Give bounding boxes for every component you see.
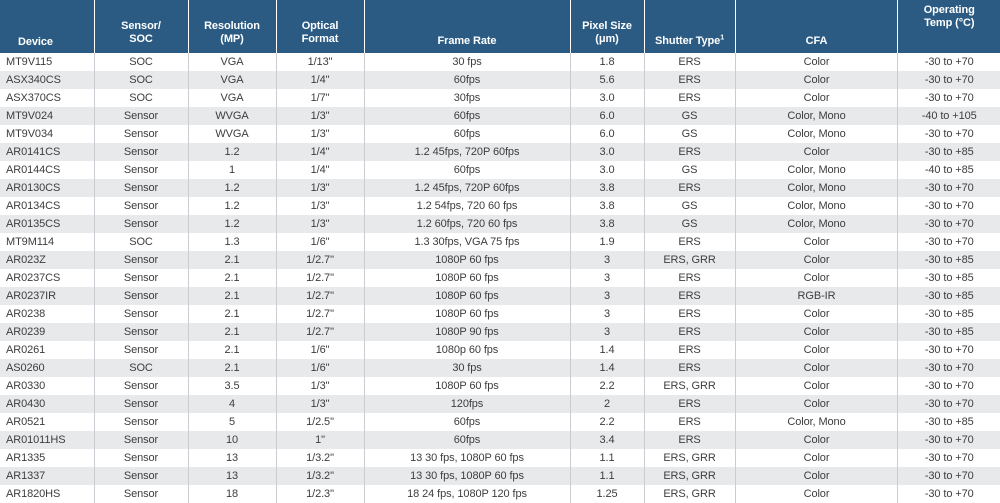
cell-resolution: 1.2 [188, 143, 276, 161]
cell-cfa: Color [735, 467, 898, 485]
cell-sensor-soc: Sensor [94, 323, 188, 341]
table-row [0, 341, 1000, 359]
cell-cfa: Color, Mono [735, 179, 898, 197]
table-row [0, 323, 1000, 341]
cell-device: AR0261 [0, 341, 94, 359]
cell-cfa: Color [735, 485, 898, 503]
cell-sensor-soc: Sensor [94, 107, 188, 125]
cell-cfa: Color [735, 377, 898, 395]
cell-device: MT9V115 [0, 53, 94, 71]
cell-optical-format: 1/3.2" [276, 467, 364, 485]
table-row [0, 179, 1000, 197]
cell-shutter-type: ERS [644, 269, 735, 287]
cell-device: AR0134CS [0, 197, 94, 215]
cell-optical-format: 1/13" [276, 53, 364, 71]
cell-device: AR1335 [0, 449, 94, 467]
cell-resolution: 2.1 [188, 269, 276, 287]
cell-device: AR0237CS [0, 269, 94, 287]
table-row [0, 359, 1000, 377]
cell-shutter-type: ERS [644, 395, 735, 413]
cell-frame-rate: 30fps [364, 89, 570, 107]
header-cell-cfa [735, 0, 898, 53]
cell-cfa: Color [735, 143, 898, 161]
cell-frame-rate: 1.2 45fps, 720P 60fps [364, 143, 570, 161]
cell-frame-rate: 60fps [364, 413, 570, 431]
cell-pixel-size: 2.2 [570, 377, 644, 395]
cell-cfa: Color, Mono [735, 107, 898, 125]
cell-optical-format: 1/2.7" [276, 305, 364, 323]
cell-sensor-soc: Sensor [94, 413, 188, 431]
header-label [573, 33, 642, 46]
cell-shutter-type: ERS [644, 287, 735, 305]
cell-pixel-size: 5.6 [570, 71, 644, 89]
table-row [0, 89, 1000, 107]
header-label-text: Resolution [204, 20, 260, 32]
cell-operating-temp: -30 to +70 [898, 395, 1000, 413]
cell-sensor-soc: Sensor [94, 395, 188, 413]
cell-sensor-soc: SOC [94, 71, 188, 89]
header-label [18, 36, 92, 49]
cell-resolution: 13 [188, 467, 276, 485]
cell-operating-temp: -30 to +70 [898, 89, 1000, 107]
cell-pixel-size: 1.8 [570, 53, 644, 71]
cell-cfa: Color [735, 395, 898, 413]
cell-shutter-type: ERS [644, 341, 735, 359]
header-label-text: Sensor/ [121, 20, 161, 32]
cell-frame-rate: 1080P 60 fps [364, 377, 570, 395]
cell-resolution: VGA [188, 53, 276, 71]
cell-optical-format: 1/2.7" [276, 287, 364, 305]
cell-frame-rate: 1080P 60 fps [364, 287, 570, 305]
header-cell-operating-temp [898, 0, 1000, 53]
cell-shutter-type: GS [644, 197, 735, 215]
cell-device: AR0238 [0, 305, 94, 323]
header-label-text: Shutter Type [654, 35, 721, 47]
cell-resolution: 2.1 [188, 305, 276, 323]
header-label-text: Temp (°C) [924, 17, 975, 29]
cell-resolution: 1.2 [188, 215, 276, 233]
cell-optical-format: 1/2.7" [276, 251, 364, 269]
cell-shutter-type: ERS [644, 53, 735, 71]
cell-shutter-type: GS [644, 215, 735, 233]
header-cell-pixel-size [570, 0, 644, 53]
cell-optical-format: 1/2.5" [276, 413, 364, 431]
cell-device: AR0141CS [0, 143, 94, 161]
cell-optical-format: 1/2.3" [276, 485, 364, 503]
cell-operating-temp: -30 to +85 [898, 323, 1000, 341]
header-label-text: Frame Rate [437, 35, 497, 47]
table-row [0, 71, 1000, 89]
cell-pixel-size: 3.8 [570, 179, 644, 197]
cell-shutter-type: ERS [644, 233, 735, 251]
cell-frame-rate: 60fps [364, 161, 570, 179]
cell-pixel-size: 6.0 [570, 107, 644, 125]
table-row [0, 413, 1000, 431]
cell-optical-format: 1/3" [276, 197, 364, 215]
header-label-text: (μm) [595, 33, 619, 45]
cell-frame-rate: 1.2 54fps, 720 60 fps [364, 197, 570, 215]
cell-frame-rate: 60fps [364, 107, 570, 125]
cell-cfa: Color [735, 233, 898, 251]
cell-resolution: 1 [188, 161, 276, 179]
header-label-text: CFA [805, 35, 828, 47]
cell-optical-format: 1/6" [276, 359, 364, 377]
cell-frame-rate: 1080P 60 fps [364, 251, 570, 269]
cell-operating-temp: -30 to +70 [898, 71, 1000, 89]
cell-pixel-size: 6.0 [570, 125, 644, 143]
cell-resolution: VGA [188, 71, 276, 89]
cell-pixel-size: 3 [570, 251, 644, 269]
table-row [0, 305, 1000, 323]
cell-device: MT9V024 [0, 107, 94, 125]
table-row [0, 125, 1000, 143]
table-row [0, 377, 1000, 395]
cell-operating-temp: -30 to +70 [898, 467, 1000, 485]
cell-device: MT9M114 [0, 233, 94, 251]
cell-cfa: Color, Mono [735, 197, 898, 215]
header-label [738, 35, 896, 48]
cell-operating-temp: -30 to +85 [898, 143, 1000, 161]
cell-shutter-type: ERS [644, 179, 735, 197]
cell-optical-format: 1/7" [276, 89, 364, 107]
cell-shutter-type: ERS [644, 143, 735, 161]
cell-resolution: 18 [188, 485, 276, 503]
table-row [0, 143, 1000, 161]
header-cell-optical-format [276, 0, 364, 53]
cell-shutter-type: ERS [644, 323, 735, 341]
cell-sensor-soc: Sensor [94, 251, 188, 269]
cell-pixel-size: 3.4 [570, 431, 644, 449]
cell-operating-temp: -30 to +70 [898, 449, 1000, 467]
cell-shutter-type: ERS, GRR [644, 467, 735, 485]
cell-resolution: 5 [188, 413, 276, 431]
cell-resolution: 2.1 [188, 359, 276, 377]
cell-cfa: RGB-IR [735, 287, 898, 305]
cell-frame-rate: 120fps [364, 395, 570, 413]
cell-resolution: 1.3 [188, 233, 276, 251]
table-body [0, 53, 1000, 503]
cell-cfa: Color, Mono [735, 161, 898, 179]
cell-pixel-size: 3 [570, 305, 644, 323]
cell-device: AR01011HS [0, 431, 94, 449]
header-label [647, 35, 733, 48]
cell-frame-rate: 30 fps [364, 359, 570, 377]
cell-sensor-soc: SOC [94, 359, 188, 377]
cell-cfa: Color [735, 89, 898, 107]
table-row [0, 53, 1000, 71]
cell-operating-temp: -30 to +85 [898, 305, 1000, 323]
cell-frame-rate: 1080P 60 fps [364, 269, 570, 287]
cell-operating-temp: -30 to +85 [898, 287, 1000, 305]
cell-frame-rate: 1.2 60fps, 720 60 fps [364, 215, 570, 233]
cell-sensor-soc: Sensor [94, 485, 188, 503]
cell-sensor-soc: Sensor [94, 161, 188, 179]
cell-cfa: Color [735, 431, 898, 449]
cell-pixel-size: 3.8 [570, 197, 644, 215]
cell-device: MT9V034 [0, 125, 94, 143]
cell-resolution: 1.2 [188, 197, 276, 215]
table-row [0, 395, 1000, 413]
cell-optical-format: 1/3" [276, 125, 364, 143]
header-cell-device [0, 0, 94, 53]
cell-sensor-soc: Sensor [94, 305, 188, 323]
cell-resolution: WVGA [188, 107, 276, 125]
cell-optical-format: 1/4" [276, 161, 364, 179]
header-label-text: Operating [923, 4, 975, 16]
cell-frame-rate: 1080p 60 fps [364, 341, 570, 359]
cell-device: ASX340CS [0, 71, 94, 89]
table-row [0, 197, 1000, 215]
cell-pixel-size: 3 [570, 269, 644, 287]
cell-operating-temp: -30 to +70 [898, 179, 1000, 197]
cell-pixel-size: 1.4 [570, 359, 644, 377]
header-cell-sensor-soc [94, 0, 188, 53]
header-cell-resolution [188, 0, 276, 53]
header-label [191, 33, 274, 46]
cell-cfa: Color [735, 251, 898, 269]
table-row [0, 485, 1000, 503]
cell-resolution: 13 [188, 449, 276, 467]
cell-sensor-soc: Sensor [94, 287, 188, 305]
cell-pixel-size: 3.0 [570, 143, 644, 161]
cell-optical-format: 1/3" [276, 395, 364, 413]
header-label [367, 35, 568, 48]
cell-operating-temp: -30 to +70 [898, 485, 1000, 503]
cell-operating-temp: -30 to +70 [898, 53, 1000, 71]
cell-cfa: Color [735, 269, 898, 287]
header-label-text: SOC [129, 33, 153, 45]
cell-sensor-soc: Sensor [94, 197, 188, 215]
cell-optical-format: 1/2.7" [276, 323, 364, 341]
table-row [0, 287, 1000, 305]
cell-operating-temp: -30 to +70 [898, 233, 1000, 251]
table-row [0, 269, 1000, 287]
cell-shutter-type: GS [644, 107, 735, 125]
table-row [0, 107, 1000, 125]
cell-sensor-soc: Sensor [94, 215, 188, 233]
cell-operating-temp: -30 to +70 [898, 341, 1000, 359]
cell-device: AR0144CS [0, 161, 94, 179]
cell-pixel-size: 2 [570, 395, 644, 413]
cell-sensor-soc: Sensor [94, 269, 188, 287]
cell-pixel-size: 3.0 [570, 161, 644, 179]
cell-optical-format: 1/3.2" [276, 449, 364, 467]
cell-frame-rate: 13 30 fps, 1080P 60 fps [364, 449, 570, 467]
cell-sensor-soc: SOC [94, 233, 188, 251]
cell-device: ASX370CS [0, 89, 94, 107]
table-row [0, 449, 1000, 467]
cell-frame-rate: 1.2 45fps, 720P 60fps [364, 179, 570, 197]
cell-resolution: 1.2 [188, 179, 276, 197]
cell-frame-rate: 18 24 fps, 1080P 120 fps [364, 485, 570, 503]
header-label [900, 4, 998, 17]
cell-pixel-size: 1.9 [570, 233, 644, 251]
cell-operating-temp: -30 to +70 [898, 359, 1000, 377]
cell-frame-rate: 60fps [364, 71, 570, 89]
cell-optical-format: 1/4" [276, 71, 364, 89]
cell-resolution: 4 [188, 395, 276, 413]
cell-shutter-type: ERS [644, 413, 735, 431]
cell-operating-temp: -30 to +85 [898, 269, 1000, 287]
cell-sensor-soc: SOC [94, 53, 188, 71]
cell-shutter-type: ERS, GRR [644, 449, 735, 467]
cell-device: AR0135CS [0, 215, 94, 233]
header-label-text: (MP) [220, 33, 244, 45]
cell-frame-rate: 1.3 30fps, VGA 75 fps [364, 233, 570, 251]
cell-device: AS0260 [0, 359, 94, 377]
cell-operating-temp: -30 to +85 [898, 413, 1000, 431]
cell-resolution: 2.1 [188, 341, 276, 359]
header-label [97, 20, 186, 33]
cell-sensor-soc: SOC [94, 89, 188, 107]
cell-sensor-soc: Sensor [94, 431, 188, 449]
cell-device: AR0430 [0, 395, 94, 413]
cell-resolution: VGA [188, 89, 276, 107]
cell-optical-format: 1/3" [276, 179, 364, 197]
cell-frame-rate: 1080P 90 fps [364, 323, 570, 341]
footnote-marker: 1 [720, 34, 724, 42]
cell-device: AR0130CS [0, 179, 94, 197]
cell-device: AR1820HS [0, 485, 94, 503]
cell-shutter-type: ERS, GRR [644, 485, 735, 503]
cell-shutter-type: ERS, GRR [644, 251, 735, 269]
header-cell-shutter-type [644, 0, 735, 53]
table-row [0, 251, 1000, 269]
cell-shutter-type: ERS [644, 71, 735, 89]
cell-operating-temp: -40 to +105 [898, 107, 1000, 125]
cell-shutter-type: ERS [644, 305, 735, 323]
header-label-text: Pixel Size [582, 20, 632, 32]
header-label [191, 20, 274, 33]
header-label [900, 17, 998, 30]
cell-resolution: 2.1 [188, 287, 276, 305]
cell-optical-format: 1/6" [276, 341, 364, 359]
cell-pixel-size: 3.0 [570, 89, 644, 107]
cell-device: AR023Z [0, 251, 94, 269]
header-label-text: Optical [301, 20, 339, 32]
cell-optical-format: 1/2.7" [276, 269, 364, 287]
cell-shutter-type: ERS [644, 431, 735, 449]
cell-cfa: Color, Mono [735, 413, 898, 431]
header-row [0, 0, 1000, 53]
cell-optical-format: 1" [276, 431, 364, 449]
cell-resolution: 3.5 [188, 377, 276, 395]
cell-sensor-soc: Sensor [94, 341, 188, 359]
header-label [279, 33, 362, 46]
cell-cfa: Color [735, 53, 898, 71]
cell-operating-temp: -30 to +70 [898, 377, 1000, 395]
cell-optical-format: 1/3" [276, 377, 364, 395]
table-row [0, 233, 1000, 251]
cell-cfa: Color [735, 71, 898, 89]
cell-shutter-type: ERS [644, 89, 735, 107]
cell-frame-rate: 13 30 fps, 1080P 60 fps [364, 467, 570, 485]
cell-cfa: Color, Mono [735, 125, 898, 143]
table-row [0, 431, 1000, 449]
cell-optical-format: 1/3" [276, 215, 364, 233]
cell-cfa: Color [735, 323, 898, 341]
cell-sensor-soc: Sensor [94, 467, 188, 485]
header-label-text: Device [18, 36, 53, 48]
cell-cfa: Color [735, 341, 898, 359]
cell-sensor-soc: Sensor [94, 179, 188, 197]
cell-operating-temp: -30 to +70 [898, 431, 1000, 449]
cell-cfa: Color [735, 305, 898, 323]
cell-resolution: 10 [188, 431, 276, 449]
cell-operating-temp: -40 to +85 [898, 161, 1000, 179]
cell-frame-rate: 30 fps [364, 53, 570, 71]
cell-pixel-size: 1.1 [570, 467, 644, 485]
cell-sensor-soc: Sensor [94, 143, 188, 161]
header-label-text: Format [301, 33, 339, 45]
cell-resolution: 2.1 [188, 323, 276, 341]
cell-shutter-type: GS [644, 125, 735, 143]
cell-pixel-size: 3 [570, 287, 644, 305]
cell-operating-temp: -30 to +70 [898, 197, 1000, 215]
cell-pixel-size: 1.1 [570, 449, 644, 467]
cell-frame-rate: 1080P 60 fps [364, 305, 570, 323]
cell-cfa: Color [735, 449, 898, 467]
cell-shutter-type: GS [644, 161, 735, 179]
table-header [0, 0, 1000, 53]
cell-shutter-type: ERS, GRR [644, 377, 735, 395]
cell-operating-temp: -30 to +70 [898, 125, 1000, 143]
cell-device: AR0521 [0, 413, 94, 431]
cell-sensor-soc: Sensor [94, 377, 188, 395]
cell-device: AR1337 [0, 467, 94, 485]
cell-optical-format: 1/6" [276, 233, 364, 251]
cell-device: AR0330 [0, 377, 94, 395]
cell-optical-format: 1/3" [276, 107, 364, 125]
table-row [0, 215, 1000, 233]
cell-optical-format: 1/4" [276, 143, 364, 161]
header-label [97, 33, 186, 46]
table-row [0, 161, 1000, 179]
cell-shutter-type: ERS [644, 359, 735, 377]
cell-pixel-size: 3 [570, 323, 644, 341]
cell-resolution: WVGA [188, 125, 276, 143]
cell-cfa: Color, Mono [735, 215, 898, 233]
header-cell-frame-rate [364, 0, 570, 53]
cell-sensor-soc: Sensor [94, 449, 188, 467]
cell-pixel-size: 3.8 [570, 215, 644, 233]
table-row [0, 467, 1000, 485]
header-label [573, 20, 642, 33]
cell-operating-temp: -30 to +85 [898, 251, 1000, 269]
cell-pixel-size: 1.25 [570, 485, 644, 503]
cell-resolution: 2.1 [188, 251, 276, 269]
cell-device: AR0239 [0, 323, 94, 341]
cell-sensor-soc: Sensor [94, 125, 188, 143]
cell-cfa: Color [735, 359, 898, 377]
cell-operating-temp: -30 to +70 [898, 215, 1000, 233]
cell-frame-rate: 60fps [364, 125, 570, 143]
cell-device: AR0237IR [0, 287, 94, 305]
cell-pixel-size: 1.4 [570, 341, 644, 359]
cell-frame-rate: 60fps [364, 431, 570, 449]
header-label [279, 20, 362, 33]
cell-pixel-size: 2.2 [570, 413, 644, 431]
